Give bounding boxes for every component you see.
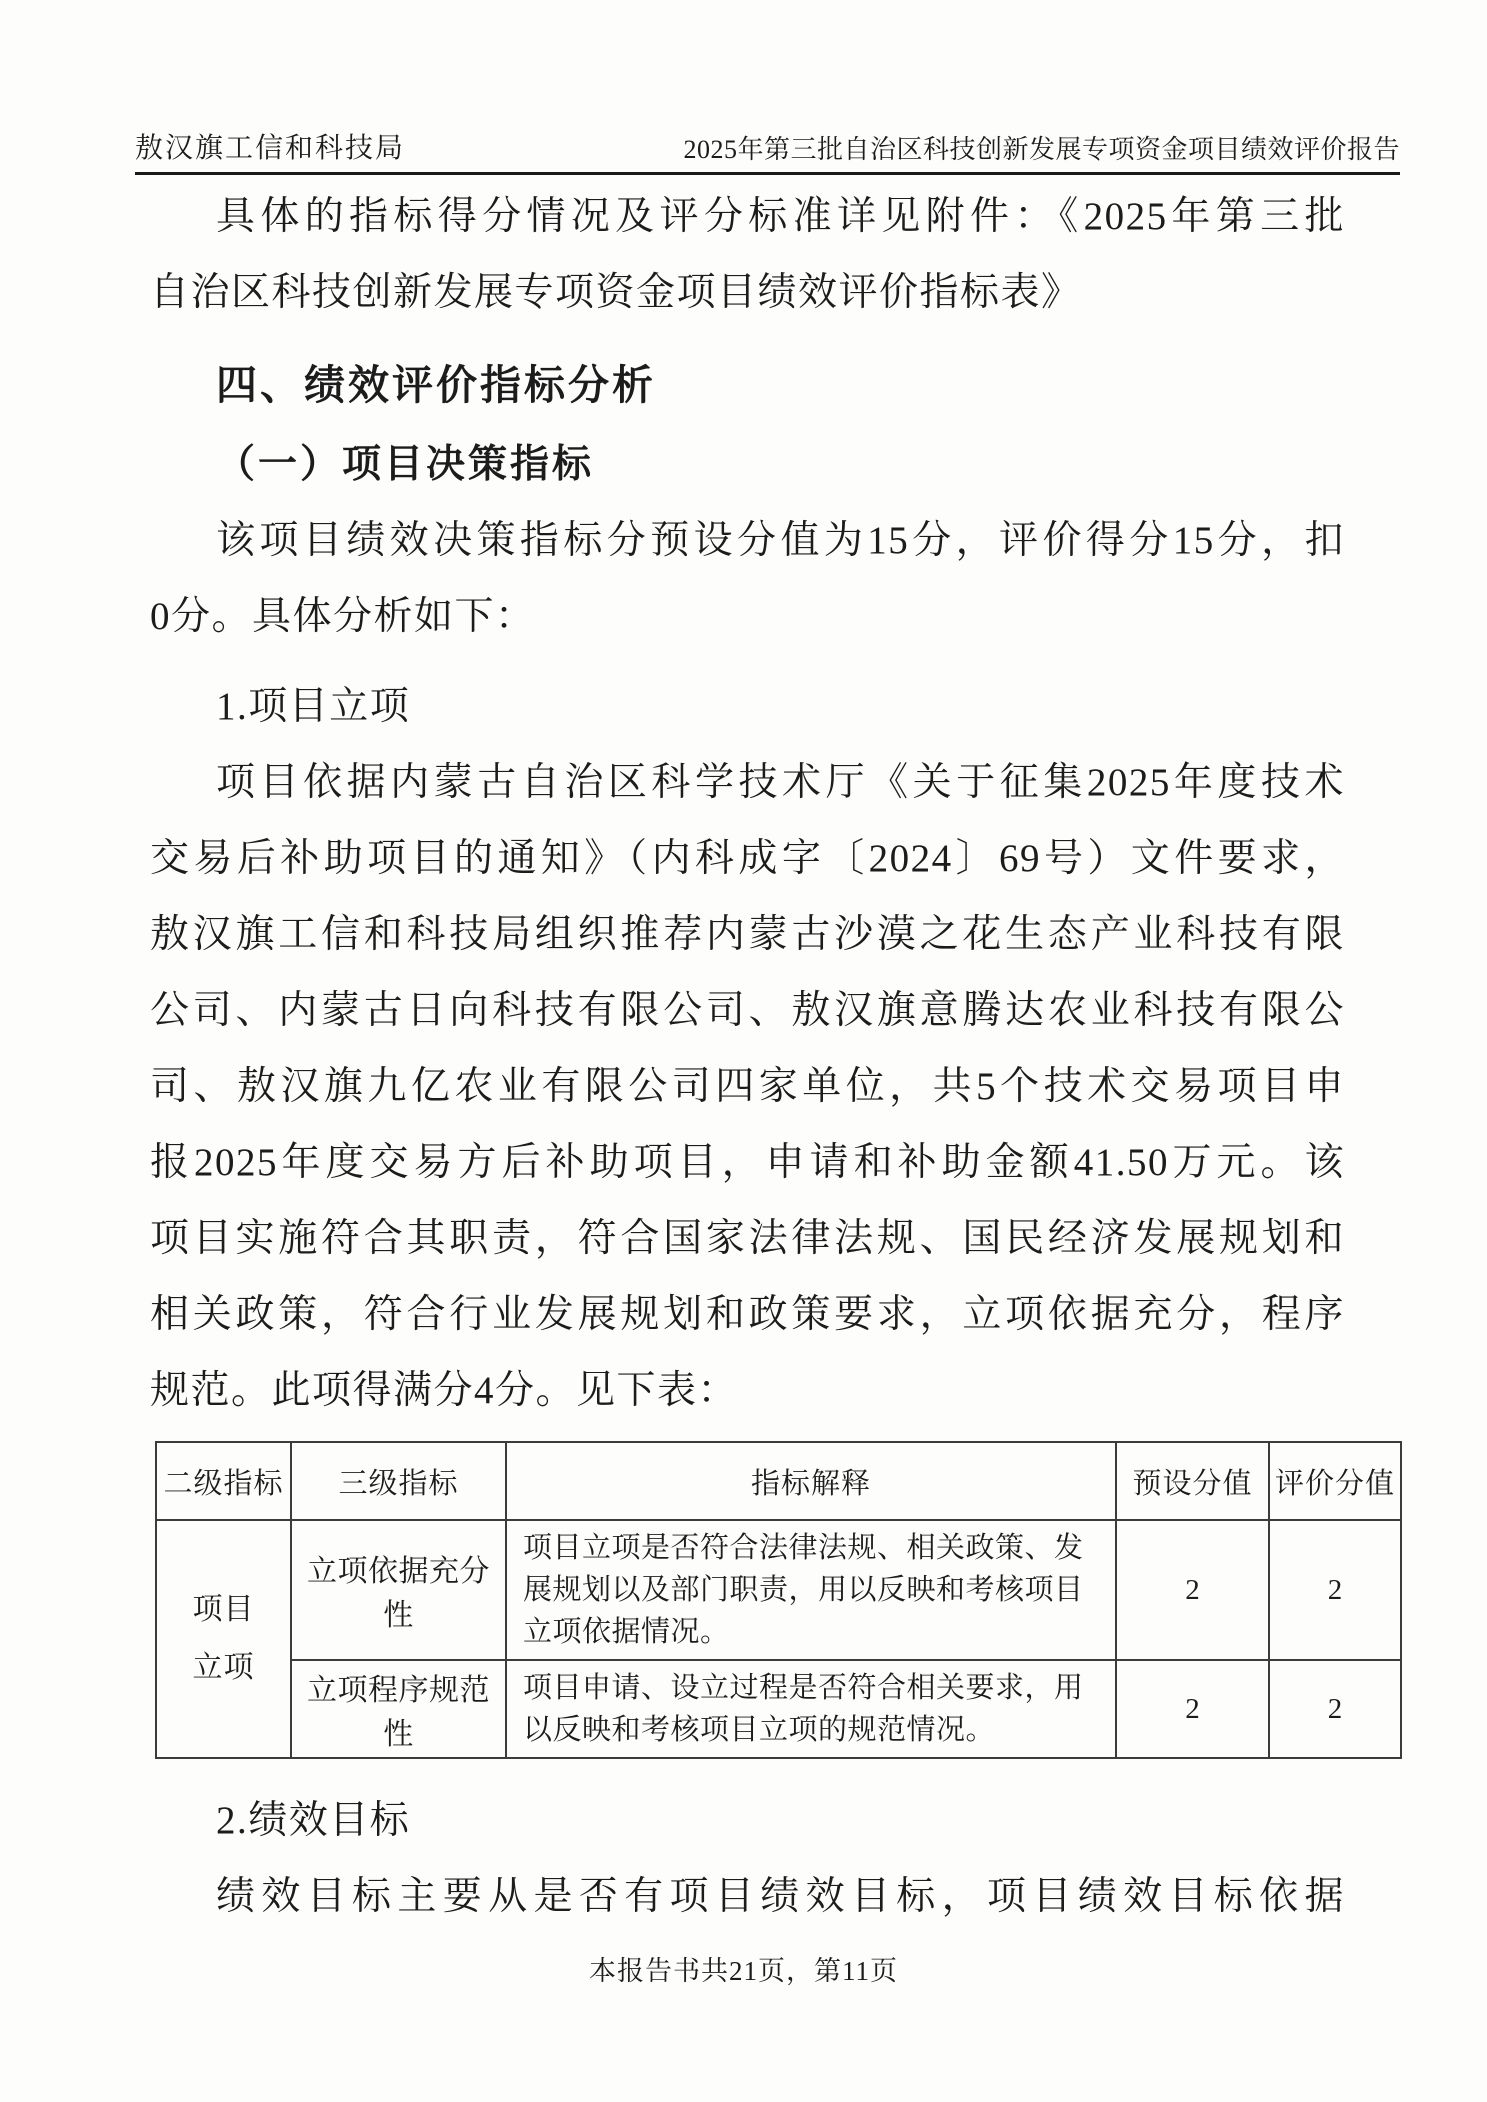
header-org-name: 敖汉旗工信和科技局 xyxy=(135,133,406,164)
level3-indicator-cell: 立项程序规范性 xyxy=(291,1660,506,1758)
table-row xyxy=(156,1660,1401,1758)
item2-heading: 2.绩效目标 xyxy=(216,1799,411,1842)
column-header-preset-score: 预设分值 xyxy=(1116,1442,1269,1520)
item1-paragraph-line: 司、敖汉旗九亿农业有限公司四家单位，共5个技术交易项目申 xyxy=(150,1065,1345,1108)
evaluation-score-cell: 2 xyxy=(1269,1520,1401,1660)
evaluation-score-cell: 2 xyxy=(1269,1660,1401,1758)
explanation-cell: 项目立项是否符合法律法规、相关政策、发展规划以及部门职责，用以反映和考核项目立项依据情况。 xyxy=(506,1520,1116,1660)
level2-indicator-label: 项目立项 xyxy=(192,1593,255,1684)
item1-paragraph-line: 规范。此项得满分4分。见下表： xyxy=(150,1369,739,1412)
preset-score-cell: 2 xyxy=(1116,1660,1269,1758)
indicator-table xyxy=(155,1441,1402,1759)
table-header-row xyxy=(156,1442,1401,1520)
section-heading: 四、绩效评价指标分析 xyxy=(216,362,656,408)
column-header-level2: 二级指标 xyxy=(156,1442,291,1520)
page-footer: 本报告书共21页，第11页 xyxy=(589,1956,898,1986)
level3-indicator-cell: 立项依据充分性 xyxy=(291,1520,506,1660)
intro-paragraph-line: 自治区科技创新发展专项资金项目绩效评价指标表》 xyxy=(150,271,1082,314)
item1-paragraph-line: 相关政策，符合行业发展规划和政策要求，立项依据充分，程序 xyxy=(150,1293,1345,1336)
subsection-heading: （一）项目决策指标 xyxy=(216,443,595,486)
intro-paragraph-line: 具体的指标得分情况及评分标准详见附件：《2025年第三批 xyxy=(216,195,1345,238)
item1-paragraph-line: 项目实施符合其职责，符合国家法律法规、国民经济发展规划和 xyxy=(150,1217,1345,1260)
item1-paragraph-line: 报2025年度交易方后补助项目，申请和补助金额41.50万元。该 xyxy=(150,1141,1345,1184)
item1-paragraph-line: 公司、内蒙古日向科技有限公司、敖汉旗意腾达农业科技有限公 xyxy=(150,989,1345,1032)
level2-indicator-cell xyxy=(156,1520,291,1758)
column-header-evaluation-score: 评价分值 xyxy=(1269,1442,1401,1520)
table-row xyxy=(156,1520,1401,1660)
explanation-cell: 项目申请、设立过程是否符合相关要求，用以反映和考核项目立项的规范情况。 xyxy=(506,1660,1116,1758)
item1-paragraph-line: 敖汉旗工信和科技局组织推荐内蒙古沙漠之花生态产业科技有限 xyxy=(150,913,1345,956)
preset-score-cell: 2 xyxy=(1116,1520,1269,1660)
header-report-title: 2025年第三批自治区科技创新发展专项资金项目绩效评价报告 xyxy=(683,135,1400,164)
item1-paragraph-line: 交易后补助项目的通知》（内科成字〔2024〕69号）文件要求， xyxy=(150,837,1345,880)
document-body xyxy=(150,179,1395,1935)
page-header xyxy=(135,0,1400,175)
item2-paragraph-line: 绩效目标主要从是否有项目绩效目标，项目绩效目标依据 xyxy=(216,1875,1345,1918)
decision-paragraph-line: 该项目绩效决策指标分预设分值为15分，评价得分15分，扣 xyxy=(216,519,1345,562)
item1-heading: 1.项目立项 xyxy=(216,685,411,728)
column-header-explanation: 指标解释 xyxy=(506,1442,1116,1520)
column-header-level3: 三级指标 xyxy=(291,1442,506,1520)
decision-paragraph-line: 0分。具体分析如下： xyxy=(150,595,536,638)
item1-paragraph-line: 项目依据内蒙古自治区科学技术厅《关于征集2025年度技术 xyxy=(216,761,1345,804)
